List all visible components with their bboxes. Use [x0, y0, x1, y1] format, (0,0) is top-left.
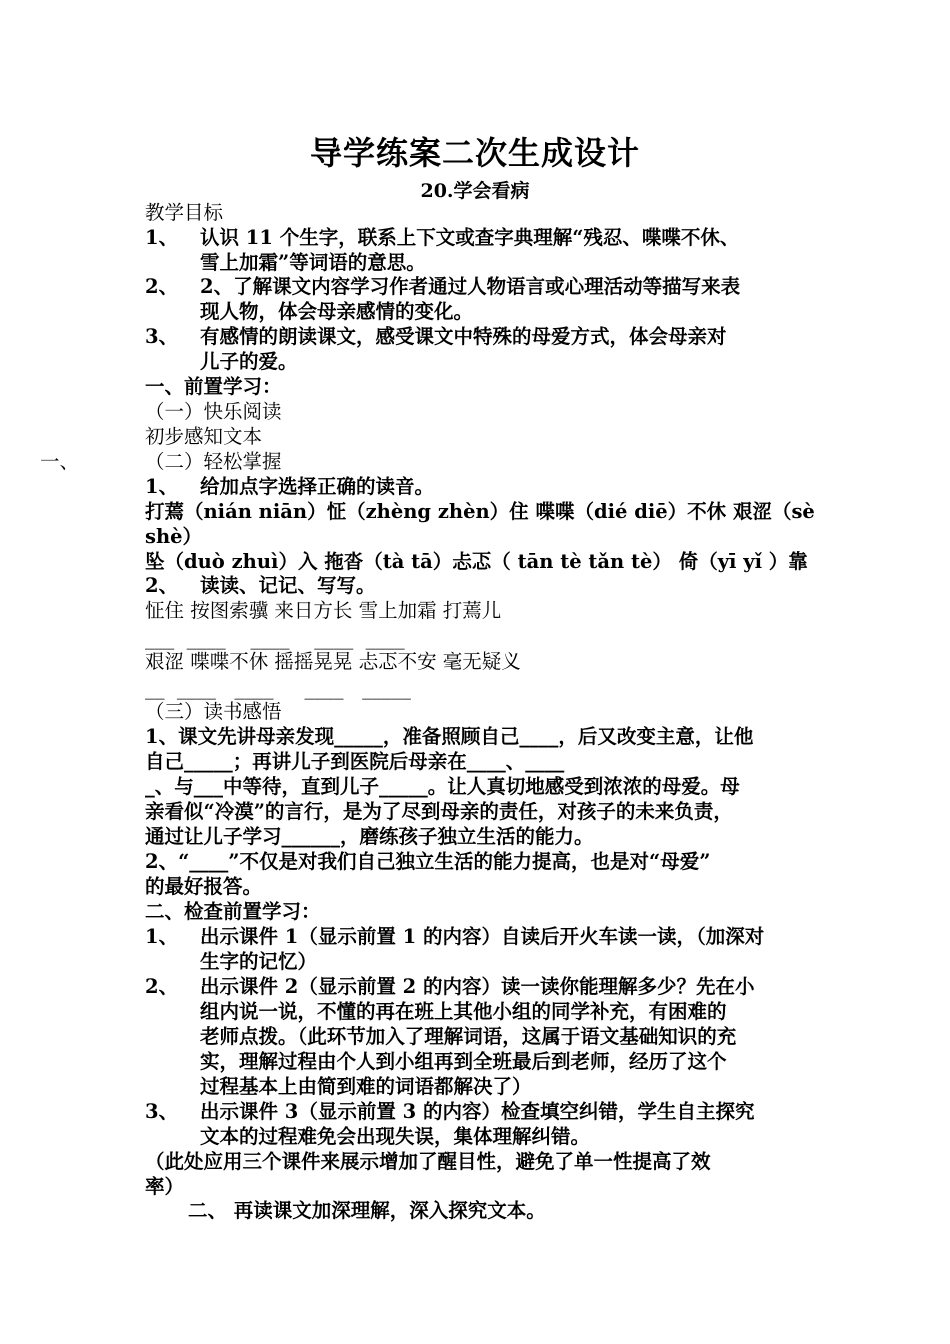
goal-text: 儿子的爱。: [200, 350, 298, 373]
subsection-heading: （二）轻松掌握: [145, 450, 282, 473]
note-line: 率）: [145, 1175, 185, 1198]
section-heading: 一、前置学习：: [145, 375, 282, 398]
vocabulary-row: 怔住 按图索骥 来日方长 雪上加霜 打蔫儿: [145, 599, 502, 622]
page-title: 导学练案二次生成设计: [309, 134, 640, 172]
subsection-heading: （一）快乐阅读: [145, 400, 282, 423]
item-number: 2、: [145, 574, 179, 597]
check-text: 生字的记忆）: [200, 950, 318, 973]
lesson-subtitle: 20.学会看病: [420, 180, 530, 202]
paragraph-line: _、与___中等待，直到儿子_____。让人真切地感受到浓浓的母爱。母: [145, 775, 740, 798]
check-number: 3、: [145, 1100, 179, 1123]
blank-lines: ___ ____ ____ ____ ____: [145, 627, 405, 650]
paragraph-line: 亲看似“冷漠”的言行，是为了尽到母亲的责任，对孩子的未来负责，: [145, 800, 733, 823]
pinyin-line: 坠（duò zhuì）入 拖沓（tà tā）忐忑（ tān tè tǎn tè） 倚（yī yǐ ）靠: [145, 550, 808, 573]
note-line: （此处应用三个课件来展示增加了醒目性，避免了单一性提高了效: [145, 1150, 711, 1173]
pinyin-line: 打蔫（nián niān）怔（zhèng zhèn）住 喋喋（dié diē）不休 艰涩（sè: [145, 500, 815, 523]
check-text: 组内说一说，不懂的再在班上其他小组的同学补充，有困难的: [200, 1000, 727, 1023]
blank-lines: __ ____ ____ ____ _____: [145, 677, 411, 700]
check-text: 实，理解过程由个人到小组再到全班最后到老师，经历了这个: [200, 1050, 727, 1073]
goal-text: 认识 11 个生字，联系上下文或查字典理解“残忍、喋喋不休、: [200, 226, 740, 249]
paragraph-line: 自己_____；再讲儿子到医院后母亲在____、____: [145, 750, 565, 773]
goal-text: 雪上加霜”等词语的意思。: [200, 251, 426, 274]
paragraph-line: 通过让儿子学习______，磨练孩子独立生活的能力。: [145, 825, 594, 848]
subsection-text: 初步感知文本: [145, 425, 263, 448]
goal-text: 2、了解课文内容学习作者通过人物语言或心理活动等描写来表: [200, 275, 741, 298]
goal-text: 有感情的朗读课文，感受课文中特殊的母爱方式，体会母亲对: [200, 325, 727, 348]
item-text: 给加点字选择正确的读音。: [200, 475, 435, 498]
paragraph-line: 2、“____”不仅是对我们自己独立生活的能力提高，也是对“母爱”: [145, 850, 711, 873]
check-text: 老师点拨。（此环节加入了理解词语，这属于语文基础知识的充: [200, 1025, 737, 1048]
item-number: 1、: [145, 475, 179, 498]
check-number: 1、: [145, 925, 179, 948]
goal-number: 2、: [145, 275, 179, 298]
subsection-heading: （三）读书感悟: [145, 700, 282, 723]
goal-text: 现人物，体会母亲感情的变化。: [200, 300, 474, 323]
section-heading: 二、 再读课文加深理解，深入探究文本。: [188, 1199, 546, 1222]
check-text: 文本的过程难免会出现失误，集体理解纠错。: [200, 1125, 591, 1148]
paragraph-line: 1、课文先讲母亲发现_____，准备照顾自己____，后又改变主意，让他: [145, 725, 754, 748]
pinyin-line: shè）: [145, 525, 203, 548]
section-heading: 二、检查前置学习：: [145, 900, 321, 923]
check-text: 出示课件 3（显示前置 3 的内容）检查填空纠错，学生自主探究: [200, 1100, 755, 1123]
check-text: 过程基本上由简到难的词语都解决了）: [200, 1075, 532, 1098]
check-text: 出示课件 1（显示前置 1 的内容）自读后开火车读一读，（加深对: [200, 925, 765, 948]
vocabulary-row: 艰涩 喋喋不休 摇摇晃晃 忐忑不安 毫无疑义: [145, 650, 521, 673]
item-text: 读读、记记、写写。: [200, 574, 376, 597]
goals-heading: 教学目标: [145, 201, 224, 224]
goal-number: 3、: [145, 325, 179, 348]
check-text: 出示课件 2（显示前置 2 的内容）读一读你能理解多少？先在小: [200, 975, 755, 998]
goal-number: 1、: [145, 226, 179, 249]
check-number: 2、: [145, 975, 179, 998]
margin-marker: 一、: [40, 450, 80, 473]
paragraph-line: 的最好报答。: [145, 875, 263, 898]
